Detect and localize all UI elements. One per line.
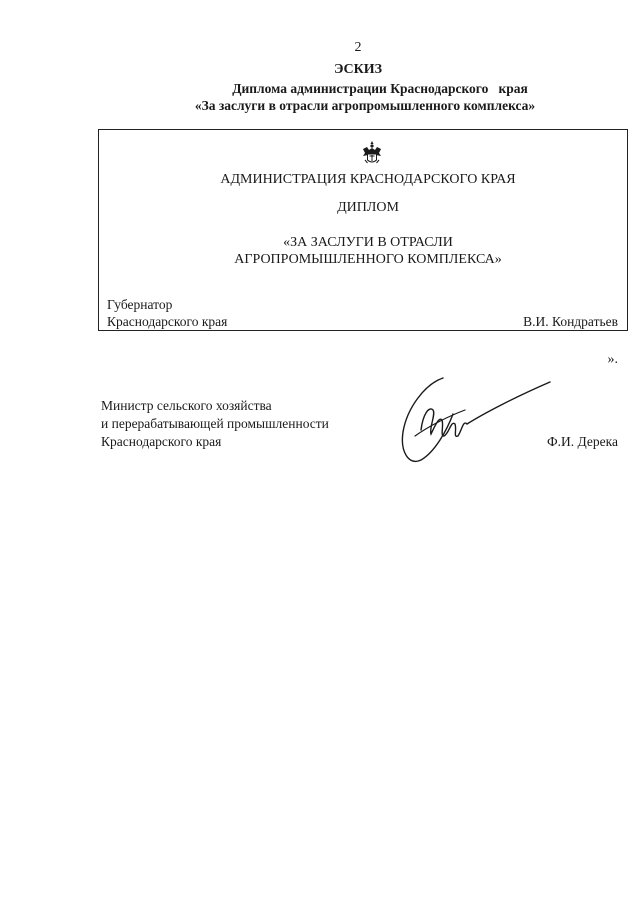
document-subtitle-line-2: «За заслуги в отрасли агропромышленного комплекса» — [194, 98, 536, 113]
diploma-administration-name: АДМИНИСТРАЦИЯ КРАСНОДАРСКОГО КРАЯ — [220, 172, 516, 187]
diploma-merit-line-1: «ЗА ЗАСЛУГИ В ОТРАСЛИ — [283, 235, 453, 250]
closing-quote-mark: ». — [607, 352, 618, 367]
diploma-type-label: ДИПЛОМ — [337, 200, 399, 215]
signatory-title-line-2: и перерабатывающей промышленности — [101, 416, 329, 431]
governor-title: Губернатор — [107, 297, 173, 312]
governor-name: В.И. Кондратьев — [523, 314, 618, 329]
signatory-title-line-1: Министр сельского хозяйства — [101, 398, 272, 413]
diploma-merit-line-2: АГРОПРОМЫШЛЕННОГО КОМПЛЕКСА» — [234, 252, 502, 267]
signatory-name: Ф.И. Дерека — [547, 434, 618, 449]
handwritten-signature-icon — [395, 370, 555, 475]
document-subtitle-line-1: Диплома администрации Краснодарского края — [232, 81, 528, 96]
signatory-title-line-3: Краснодарского края — [101, 434, 222, 449]
page-number: 2 — [354, 40, 362, 55]
governor-region: Краснодарского края — [107, 314, 228, 329]
coat-of-arms-icon — [361, 140, 383, 166]
document-title: ЭСКИЗ — [333, 62, 383, 77]
